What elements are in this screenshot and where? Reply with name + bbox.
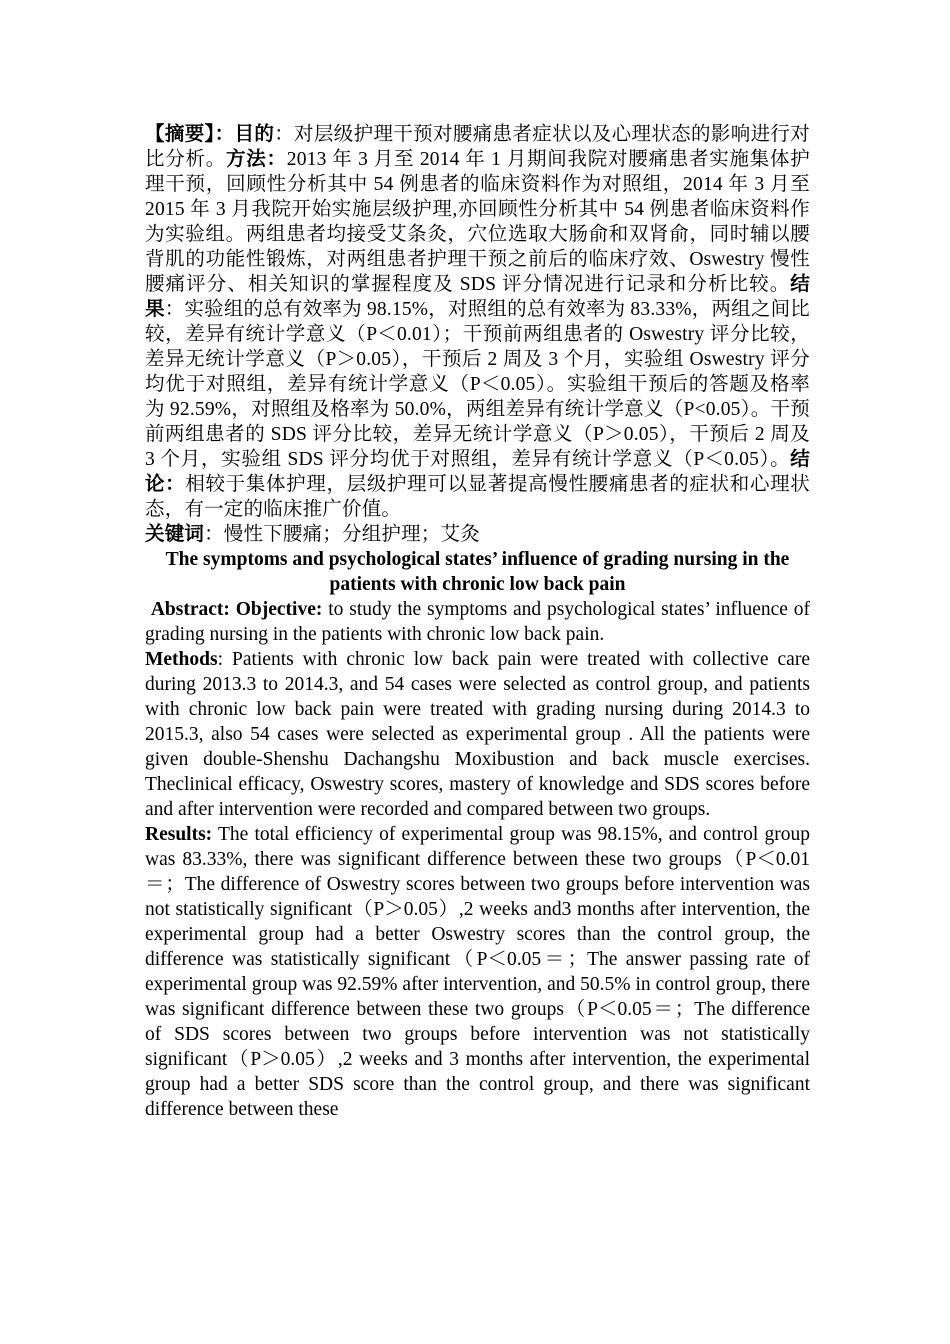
en-abstract-label: Abstract: Objective:: [150, 599, 323, 620]
conclusion-text: 相较于集体护理，层级护理可以显著提高慢性腰痛患者的症状和心理状态，有一定的临床推广价值。: [145, 474, 811, 520]
results-text: ：实验组的总有效率为 98.15%，对照组的总有效率为 83.33%，两组之间比较，差异有统计学意义（P＜0.01）；干预前两组患者的 Oswestry 评分比较，差异无统计学意义（P＞0.05），干预后 2 周及 3 个月，实验组 Oswestry 评分均优于对照组，差异有统计学意义（P＜0.05）。实验组干预后的答题及格率为 92.59%，对照组及格率为 50.0%，两组差异有统计学意义（P<0.05）。干预前两组患者的 SDS 评分比较，差异无统计学意义（P＞0.05），干预后 2 周及 3 个月，实验组 SDS 评分均优于对照组，差异有统计学意义（P＜0.05）。: [145, 299, 810, 470]
keywords-label: 关键词: [145, 524, 205, 545]
objective-label: 目的: [234, 124, 275, 145]
en-methods-text: : Patients with chronic low back pain were treated with collective care during 2013.3 to 2014.3, and 54 cases were selected as control group, and patients with chronic low back pain were treated with grading nursing during 2014.3 to 2015.3, also 54 cases were selected as experimental group . All the patients were given double-Shenshu Dachangshu Moxibustion and back muscle exercises. Theclinical efficacy, Oswestry scores, mastery of knowledge and SDS scores before and after intervention were recorded and compared between two groups.: [145, 649, 810, 820]
english-abstract: [145, 597, 810, 1122]
methods-label: 方法：: [226, 149, 287, 170]
objective-text: ：对层级护理干预对腰痛患者症状以及心理状态的影响进行对比分析。: [145, 124, 810, 170]
english-title: The symptoms and psychological states’ influence of grading nursing in the patients with chronic low back pain: [165, 549, 790, 595]
en-objective-text: to study the symptoms and psychological states’ influence of grading nursing in the patients with chronic low back pain.: [145, 599, 811, 645]
abstract-label: 【摘要】：: [145, 124, 235, 145]
chinese-abstract: [145, 122, 810, 522]
results-label: 结果: [145, 274, 810, 320]
keywords: [145, 522, 810, 547]
keywords-text: ：慢性下腰痛；分组护理；艾灸: [204, 524, 480, 545]
methods-text: 2013 年 3 月至 2014 年 1 月期间我院对腰痛患者实施集体护理干预，回顾性分析其中 54 例患者的临床资料作为对照组，2014 年 3 月至 2015 年 3 月我院开始实施层级护理,亦回顾性分析其中 54 例患者临床资料作为实验组。两组患者均接受艾条灸，穴位选取大肠俞和双肾俞，同时辅以腰背肌的功能性锻炼，对两组患者护理干预之前后的临床疗效、Oswestry 慢性腰痛评分、相关知识的掌握程度及 SDS 评分情况进行记录和分析比较。: [145, 149, 810, 295]
en-methods-label: Methods: [145, 649, 218, 670]
conclusion-label: 结论：: [145, 449, 810, 495]
en-results-text: The total efficiency of experimental group was 98.15%, and control group was 83.33%, there was significant difference between these two groups（P＜0.01＝；The difference of Oswestry scores between two groups before intervention was not statistically significant（P＞0.05）,2 weeks and3 months after intervention, the experimental group had a better Oswestry scores than the control group, the difference was statistically significant（P＜0.05＝；The answer passing rate of experimental group was 92.59% after intervention, and 50.5% in control group, there was significant difference between these two groups（P＜0.05＝；The difference of SDS scores between two groups before intervention was not statistically significant（P＞0.05）,2 weeks and 3 months after intervention, the experimental group had a better SDS score than the control group, and there was significant difference between these: [145, 824, 810, 1120]
document-body: [145, 122, 810, 1122]
en-results-label: Results:: [145, 824, 213, 845]
